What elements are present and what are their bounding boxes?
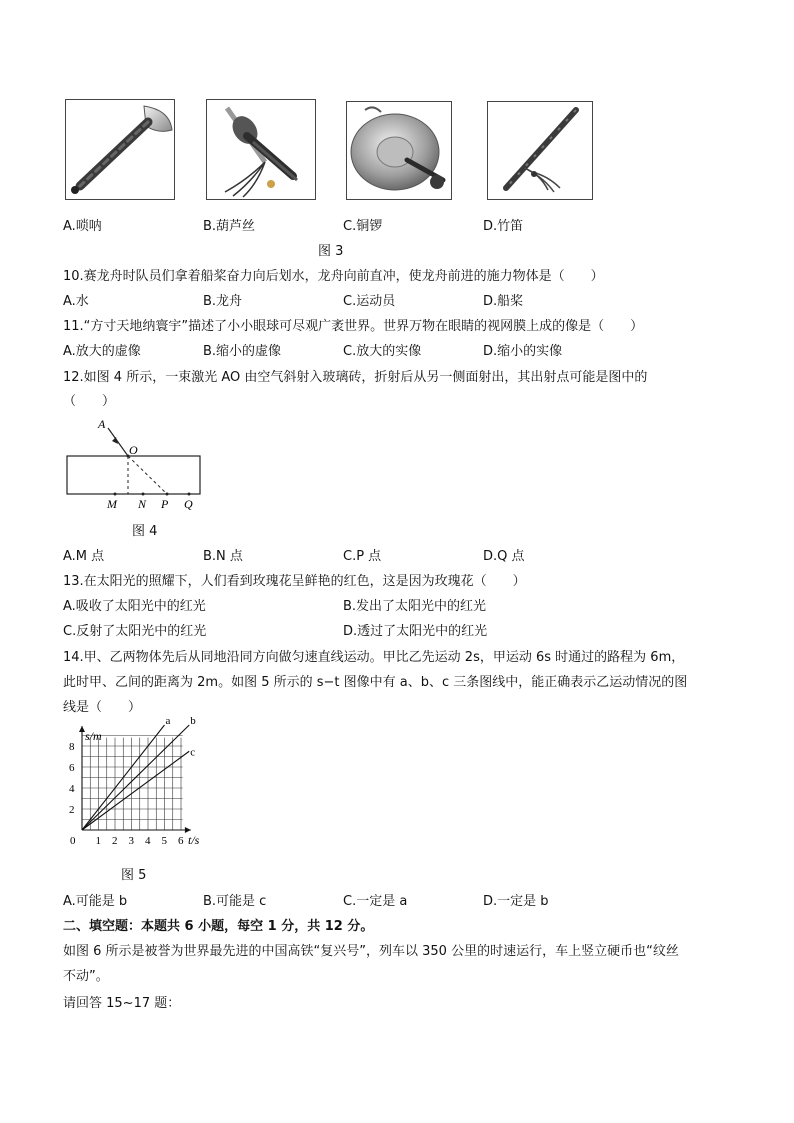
q12-option-c: C.P 点 — [343, 549, 382, 564]
label-p: P — [161, 497, 169, 511]
q12-option-a: A.M 点 — [63, 549, 105, 564]
fig3-option-a: A.唢呐 — [63, 219, 102, 234]
q14-option-d: D.一定是 b — [483, 894, 549, 909]
fig3-option-d: D.竹笛 — [483, 219, 524, 234]
hulusi-image — [206, 99, 316, 200]
q13-option-a: A.吸收了太阳光中的红光 — [63, 599, 206, 614]
bamboo-flute-image — [487, 101, 593, 200]
y-tick-label: 2 — [69, 804, 75, 816]
q13-option-c: C.反射了太阳光中的红光 — [63, 624, 207, 639]
fig4-caption: 图 4 — [132, 524, 158, 539]
q11-option-b: B.缩小的虚像 — [203, 344, 282, 359]
y-axis-label: s/m — [85, 729, 102, 743]
gong-image — [346, 101, 452, 200]
q14-option-c: C.一定是 a — [343, 894, 408, 909]
label-q: Q — [184, 497, 193, 511]
q14-option-a: A.可能是 b — [63, 894, 128, 909]
q10-option-a: A.水 — [63, 294, 89, 309]
gong-icon — [347, 102, 451, 199]
section2-title: 二、填空题：本题共 6 小题，每空 1 分，共 12 分。 — [63, 919, 374, 934]
series-label-a: a — [165, 715, 171, 727]
q14-option-b: B.可能是 c — [203, 894, 267, 909]
series-label-c: c — [190, 746, 196, 759]
q12-stem-line1: 12.如图 4 所示，一束激光 AO 由空气斜射入玻璃砖，折射后从另一侧面射出，其出射点可能是图中的 — [63, 370, 648, 385]
fig3-option-c: C.铜锣 — [343, 219, 383, 234]
x-tick-label: 0 — [70, 835, 76, 847]
q13-option-b: B.发出了太阳光中的红光 — [343, 599, 487, 614]
incident-ray — [108, 428, 128, 456]
bamboo-flute-icon — [488, 102, 592, 199]
label-o: O — [129, 443, 138, 457]
st-graph — [58, 715, 218, 852]
label-n: N — [138, 497, 147, 511]
q10-option-c: C.运动员 — [343, 294, 396, 309]
q10-option-b: B.龙舟 — [203, 294, 243, 309]
q13-stem: 13.在太阳光的照耀下，人们看到玫瑰花呈鲜艳的红色，这是因为玫瑰花（ ） — [63, 574, 526, 589]
glass-brick-figure — [60, 412, 210, 512]
q14-stem-line1: 14.甲、乙两物体先后从同地沿同方向做匀速直线运动。甲比乙先运动 2s，甲运动 6s 时通过的路程为 6m， — [63, 650, 685, 665]
q14-stem-line3: 线是（ ） — [63, 700, 142, 715]
x-tick-label: 1 — [95, 835, 101, 847]
q11-stem: 11.“方寸天地纳寰宇”描述了小小眼球可尽观广袤世界。世界万物在眼睛的视网膜上成的像是（ ） — [63, 319, 644, 334]
q11-option-a: A.放大的虚像 — [63, 344, 141, 359]
q12-option-b: B.N 点 — [203, 549, 243, 564]
q12-option-d: D.Q 点 — [483, 549, 525, 564]
q11-option-d: D.缩小的实像 — [483, 344, 563, 359]
q14-stem-line2: 此时甲、乙间的距离为 2m。如图 5 所示的 s−t 图像中有 a、b、c 三条图线中，能正确表示乙运动情况的图 — [63, 675, 688, 690]
y-tick-label: 6 — [69, 762, 75, 774]
x-tick-label: 2 — [112, 835, 118, 847]
x-tick-label: 3 — [128, 835, 134, 847]
x-axis-label: t/s — [188, 833, 200, 847]
series-label-b: b — [190, 715, 196, 727]
series-line-c — [82, 751, 189, 830]
hulusi-icon — [207, 100, 315, 199]
fig3-option-b: B.葫芦丝 — [203, 219, 256, 234]
section2-intro-line2: 不动”。 — [63, 969, 109, 984]
label-m: M — [107, 497, 117, 511]
x-tick-label: 6 — [178, 835, 184, 847]
section2-prompt: 请回答 15~17 题： — [63, 996, 181, 1011]
q13-option-d: D.透过了太阳光中的红光 — [343, 624, 488, 639]
chart-ticks — [69, 741, 184, 847]
y-tick-label: 4 — [69, 783, 75, 795]
section2-intro-line1: 如图 6 所示是被誉为世界最先进的中国高铁“复兴号”，列车以 350 公里的时速运行，车上竖立硬币也“纹丝 — [63, 944, 679, 959]
suona-icon — [66, 100, 174, 199]
fig5-caption: 图 5 — [121, 868, 147, 883]
q11-option-c: C.放大的实像 — [343, 344, 422, 359]
y-tick-label: 8 — [69, 741, 75, 753]
q10-stem: 10.赛龙舟时队员们拿着船桨奋力向后划水，龙舟向前直冲，使龙舟前进的施力物体是（ ） — [63, 269, 604, 284]
x-tick-label: 5 — [161, 835, 167, 847]
fig3-caption: 图 3 — [318, 244, 344, 259]
suona-image — [65, 99, 175, 200]
q10-option-d: D.船桨 — [483, 294, 524, 309]
q12-stem-line2: （ ） — [63, 394, 116, 409]
label-a: A — [98, 417, 106, 431]
x-tick-label: 4 — [145, 835, 151, 847]
